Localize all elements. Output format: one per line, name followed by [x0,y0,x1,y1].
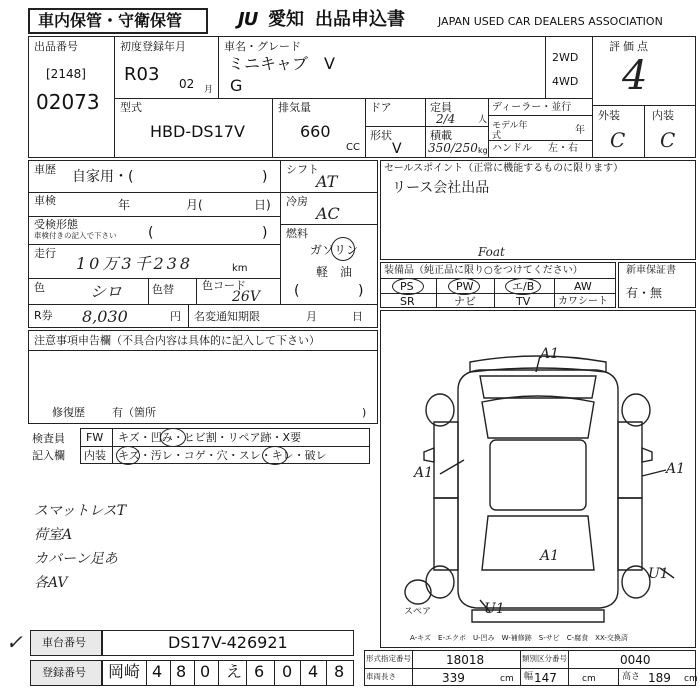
ju-logo: JU [238,9,258,30]
chassis-value: DS17V-426921 [168,633,288,652]
history-value: 自家用・( [72,169,134,185]
inspector-fw-label: FW [86,431,104,444]
chassis-label: 車台番号 [42,636,86,649]
new-warranty-label: 新車保証書 [626,265,676,276]
model-grade: G [230,76,243,95]
first-reg-month: 02 [179,77,195,91]
shape-label: 形状 [370,129,392,142]
first-reg-label: 初度登録年月 [120,40,186,53]
shift-value: AT [316,172,338,191]
recycle-label: R券 [34,309,53,322]
exterior-label: 外装 [598,109,620,122]
int-circle-1 [116,446,140,465]
history-close: ) [262,169,268,185]
dealer-label: ディーラー・並行 [492,102,572,113]
remark-line-3: カバーン足あ [34,551,118,567]
equip-ab-circle [505,278,541,295]
drive-2wd: 2WD [552,51,579,64]
plate-char-5: 6 [254,662,265,681]
displacement-value: 660 [300,122,331,141]
equip-seat: カワシート [558,296,608,307]
aircon-label: 冷房 [286,195,308,208]
equip-aw: AW [574,280,592,293]
repair-history-label: 修復歴 [52,406,85,419]
spec-class-value: 0040 [620,653,651,667]
lot-small-code: [2148] [46,67,86,81]
capacity-value: 2/4 [436,112,456,126]
inspection-label: 車検 [34,194,56,207]
plate-char-6: 0 [282,662,293,681]
equip-ab: エ/B [512,280,535,293]
inspector-label: 検査員 [32,432,65,445]
plate-char-7: 4 [308,662,319,681]
mileage-value: 10万3千238 [76,254,194,273]
color-change-label: 色替 [152,283,174,296]
plate-char-4: え [226,662,243,681]
load-unit: kg [478,146,488,155]
equip-pw: PW [456,280,474,293]
plate-char-2: 8 [176,662,187,681]
repair-history-close: ) [362,406,367,419]
score-value: 4 [622,53,648,99]
shape-value: V [392,141,402,157]
first-reg-year: R03 [124,64,160,85]
equip-ps: PS [400,280,414,293]
color-code-value: 26V [232,289,260,305]
inspector-fw-items: キズ・凹み・ヒビ割・リペア跡・X要 [118,431,302,444]
plate-region: 岡崎 [108,662,141,681]
recycle-unit: 円 [170,310,181,323]
plate-label-text: 登録番号 [42,666,86,679]
load-value: 350/250 [428,141,478,155]
fuel-open: ( [294,283,300,299]
model-name-label: 車名・グレード [224,40,301,53]
capacity-label: 定員 [430,101,452,114]
mark-left: A1 [414,465,434,481]
check-mark: ✓ [6,630,23,654]
equipment-annotation: Foat [478,245,505,259]
capacity-unit: 人 [478,115,488,125]
spare-label: スペア [404,607,432,617]
displacement-label: 排気量 [278,101,311,114]
spec-length-label: 車両長さ [366,672,396,681]
top-grid [28,36,696,158]
type-label: 受検形態 [34,218,78,231]
load-label: 積載 [430,129,452,142]
type-open: ( [148,225,154,241]
damage-legend: A-キズ E-エクボ U-凹み W-補修跡 S-サビ C-腐食 XX-交換済 [410,634,628,642]
handle-label: ハンドル [492,143,532,154]
model-code-label: 型式 [120,101,142,114]
notice-label: 名変通知期限 [194,310,260,323]
spec-width-label: 幅 [524,672,534,682]
fuel-gasoline: ガソリン [310,243,359,257]
new-warranty-value: 有・無 [626,286,663,300]
spec-width-value: 147 [534,671,557,685]
mark-front: A1 [540,346,560,362]
plate-char-3: 0 [200,662,211,681]
selling-points-label: セールスポイント（正常に機能するものに限ります） [384,163,624,174]
inspection-day-unit: 日) [254,198,271,212]
selling-points-value: リース会社出品 [392,180,490,196]
type-note: 車検付きの記入で下さい [34,231,117,240]
color-value: シロ [90,282,123,301]
spec-height-value: 189 [648,671,671,685]
exterior-value: C [610,128,626,152]
lot-label: 出品番号 [34,40,78,53]
spec-length-value: 339 [442,671,465,685]
plate-char-8: 8 [334,662,345,681]
model-code-value: HBD-DS17V [150,122,245,141]
notes-label: 注意事項申告欄（不具合内容は具体的に記入して下さい） [34,334,320,347]
aircon-value: AC [316,204,340,223]
model-name-value: ミニキャブ V [228,54,335,73]
spec-height-unit: cm [684,674,698,684]
inspector-entry-label: 記入欄 [32,449,65,462]
equip-sr: SR [400,295,415,308]
drive-4wd: 4WD [552,75,579,88]
color-code-label: 色コード [202,279,246,292]
inspector-int-label: 内装 [84,449,106,462]
mileage-label: 走行 [34,247,56,260]
handle-options: 左・右 [548,143,578,154]
equip-tv: TV [516,295,531,308]
notice-day: 日 [352,310,363,323]
repair-history-value: 有（箇所 [112,406,156,419]
spec-length-unit: cm [500,674,514,684]
spec-class-label: 類別区分番号 [522,654,567,663]
fuel-label: 燃料 [286,227,308,240]
plate-char-1: 4 [152,662,163,681]
spec-width-unit: cm [582,674,596,684]
mark-right: A1 [666,461,686,477]
mark-right-rear: U1 [648,566,669,582]
model-year-label: モデル年式 [492,121,528,141]
inspector-int-items: キズ・汚レ・コゲ・穴・スレ・キレ・破レ [118,449,327,462]
model-year-unit: 年 [575,125,585,136]
selling-points-box [380,160,696,260]
remark-line-2: 荷室A [34,527,73,543]
remark-line-4: 各AV [34,575,68,591]
doors-label: ドア [370,101,392,114]
fuel-diesel: 軽 油 [316,265,353,279]
spec-type-value: 18018 [446,653,485,667]
type-close: ) [262,225,268,241]
lot-number: 02073 [36,90,100,114]
mileage-unit: km [232,263,248,274]
brand-name: 愛知 [268,9,304,30]
inspection-month-unit: 月( [186,198,203,212]
int-circle-2 [262,446,288,465]
form-title: 出品申込書 [315,9,405,30]
recycle-value: 8,030 [82,307,128,326]
color-label: 色 [34,281,45,294]
mark-bumper: U1 [484,601,505,617]
interior-value: C [660,128,676,152]
equip-navi: ナビ [454,295,476,308]
score-label: 評価点 [609,40,651,53]
spec-height-label: 高さ [622,672,641,682]
mark-rear: A1 [540,548,560,564]
interior-label: 内装 [652,109,674,122]
equip-ps-circle [392,278,424,295]
history-label: 車歴 [34,163,56,176]
inspection-year-unit: 年 [118,198,131,212]
notice-month: 月 [306,310,317,323]
equip-pw-circle [448,278,480,295]
first-reg-month-unit: 月 [204,85,214,95]
fuel-close: ) [358,283,364,299]
fuel-selected-circle [331,237,355,261]
displacement-unit: CC [346,142,360,153]
spec-type-label: 形式指定番号 [366,654,411,663]
shift-label: シフト [286,163,319,176]
fw-circle [160,428,186,447]
storage-label: 車内保管・守衛保管 [38,11,183,30]
association-name: JAPAN USED CAR DEALERS ASSOCIATION [438,15,663,28]
remark-line-1: スマットレスT [34,503,127,519]
equipment-label: 装備品（純正品に限り○をつけてください） [384,265,583,276]
